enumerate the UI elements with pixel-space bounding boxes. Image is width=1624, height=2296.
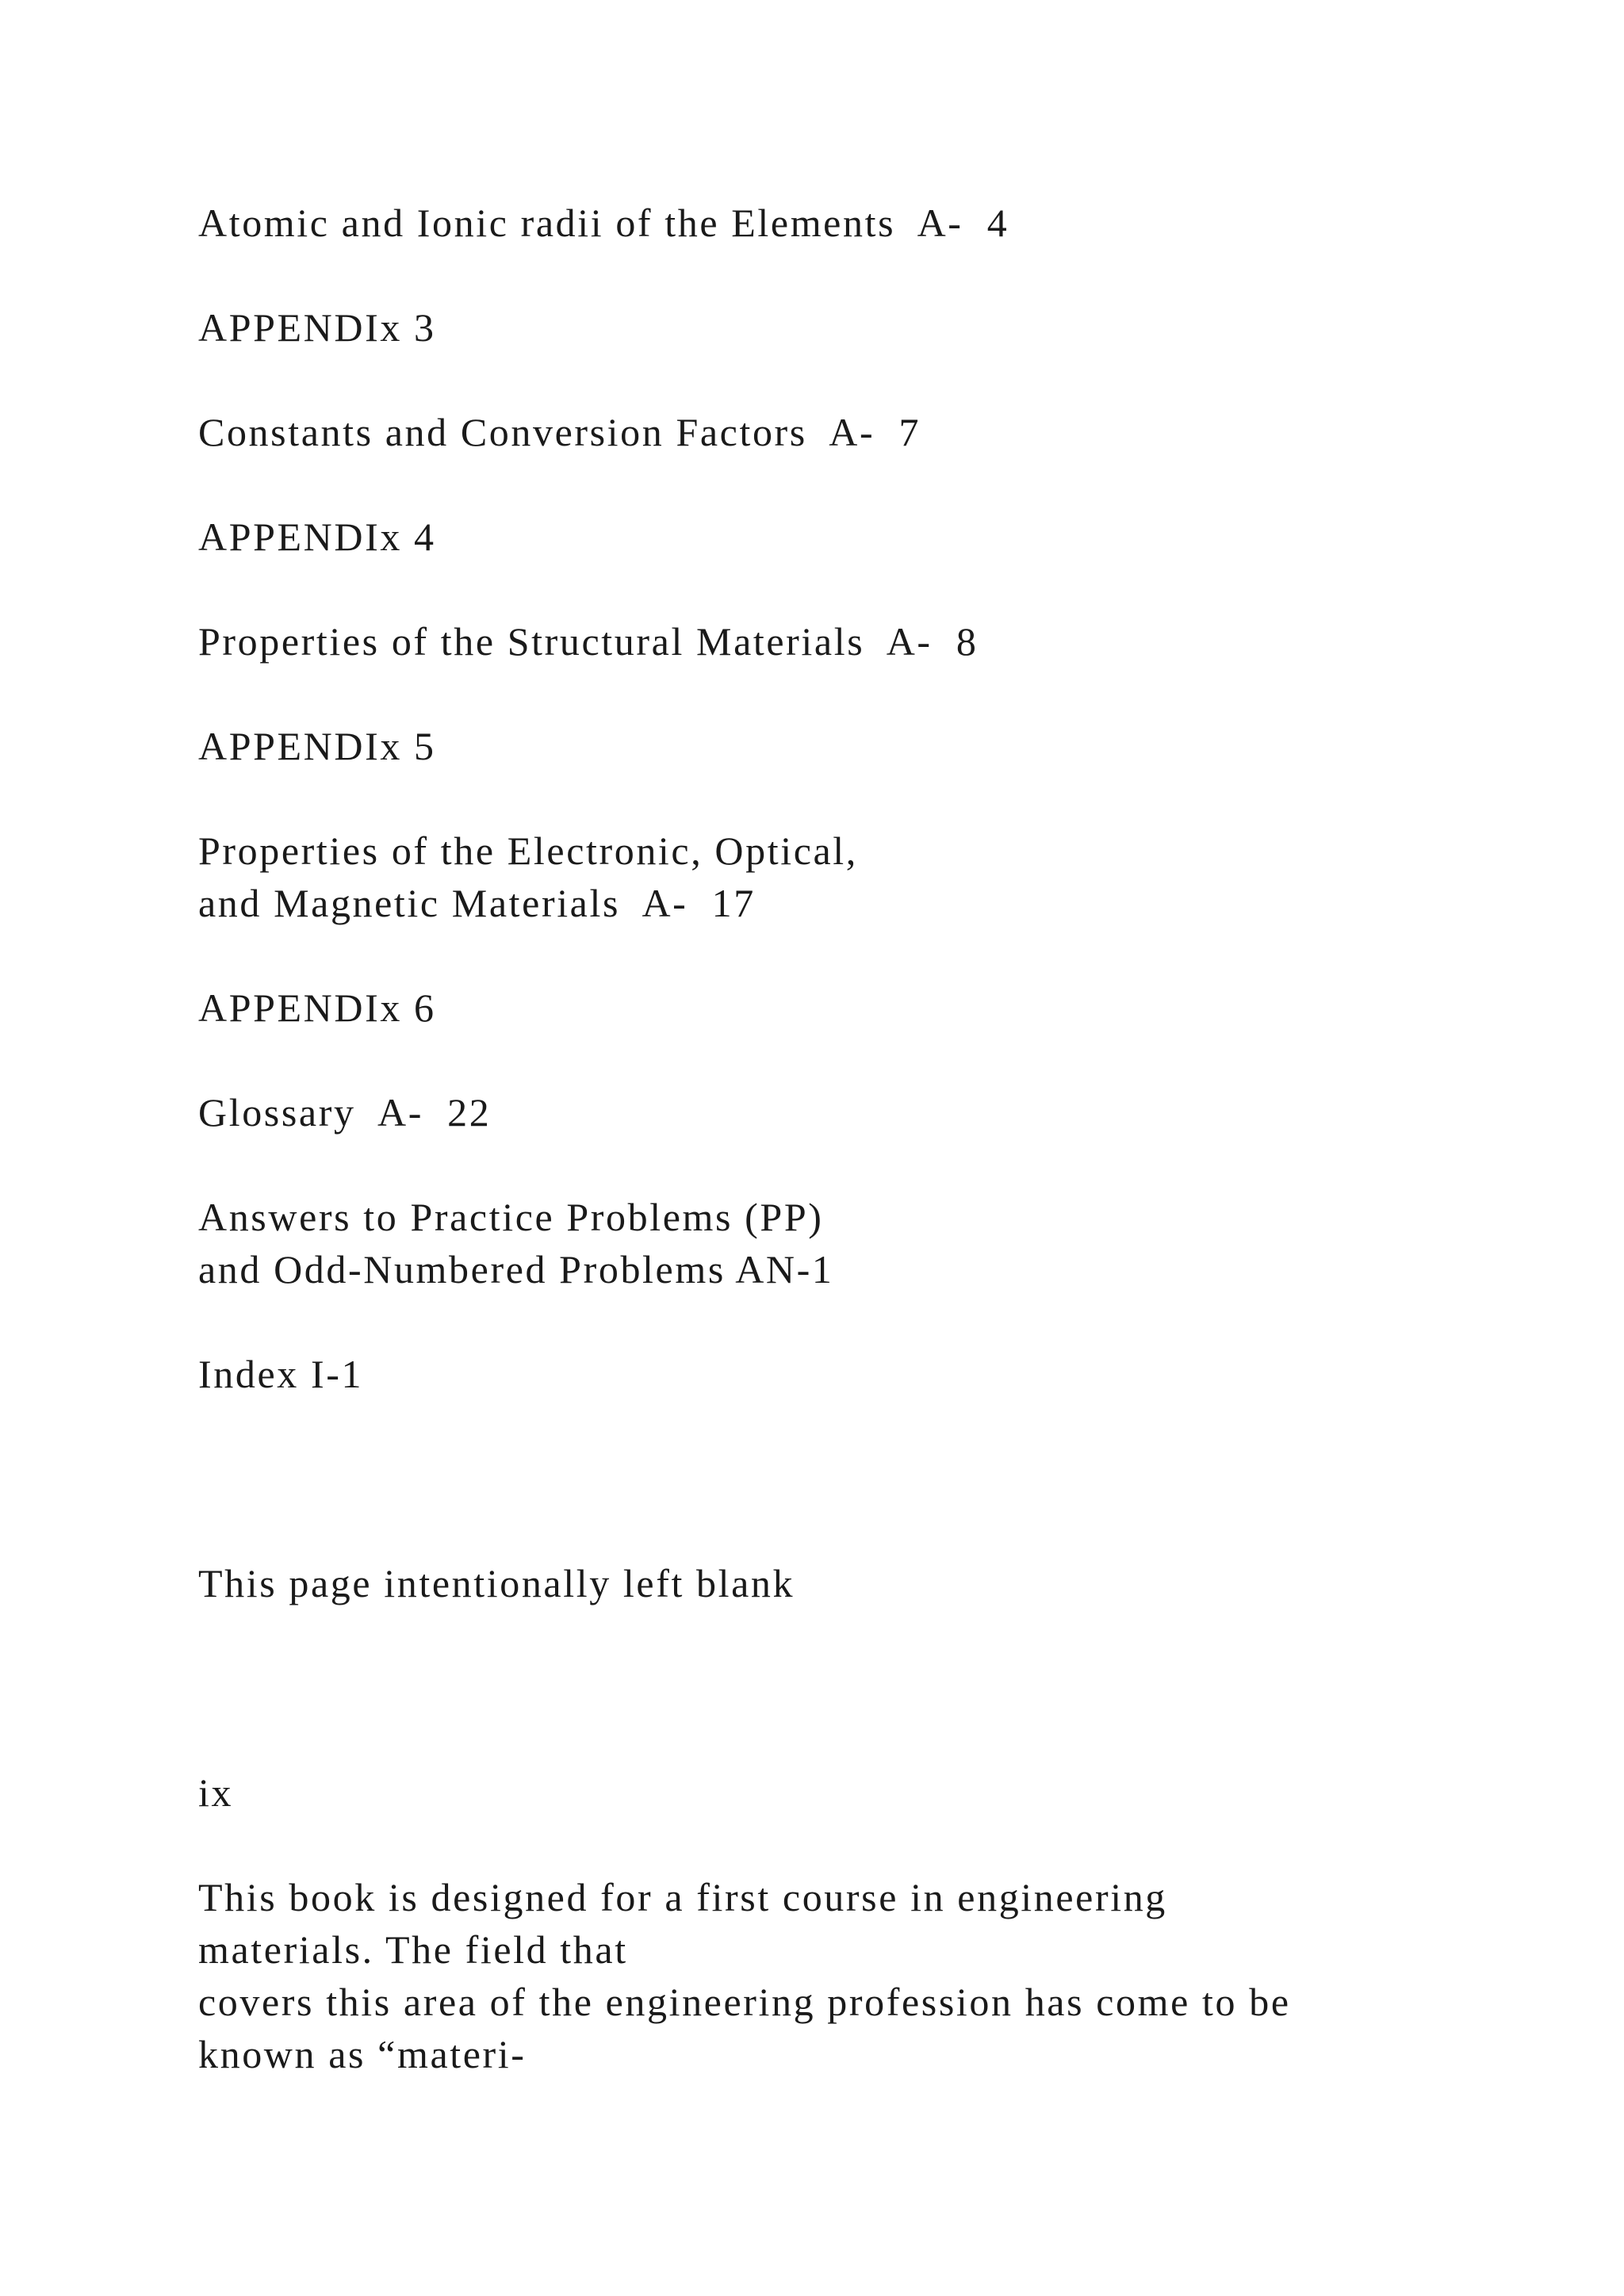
blank-page-notice: This page intentionally left blank [198,1561,795,1605]
page-number: ix [198,1770,234,1815]
toc-heading-appendix-4: APPENDIx 4 [198,515,436,559]
preface-paragraph [198,1871,1291,2080]
toc-entry-electronic-line-2: and Magnetic Materials A- 17 [198,881,756,925]
preface-line-3: covers this area of the engineering profession has come to be [198,1980,1291,2024]
toc-entry-atomic-radii: Atomic and Ionic radii of the Elements A- 4 [198,201,1009,245]
toc-entry-electronic-materials [198,825,858,929]
toc-heading-appendix-3: APPENDIx 3 [198,305,436,350]
toc-entry-answers-line-2: and Odd-Numbered Problems AN-1 [198,1247,834,1292]
preface-line-4: known as “materi- [198,2032,527,2076]
toc-entry-answers [198,1191,834,1295]
toc-entry-constants: Constants and Conversion Factors A- 7 [198,410,921,454]
preface-line-1: This book is designed for a first course in engineering [198,1875,1167,1919]
toc-entry-index: Index I-1 [198,1352,364,1396]
toc-entry-structural-materials: Properties of the Structural Materials A- 8 [198,619,979,664]
toc-heading-appendix-6: APPENDIx 6 [198,985,436,1030]
toc-entry-electronic-line-1: Properties of the Electronic, Optical, [198,828,858,873]
toc-heading-appendix-5: APPENDIx 5 [198,724,436,768]
toc-entry-glossary: Glossary A- 22 [198,1090,492,1135]
toc-entry-answers-line-1: Answers to Practice Problems (PP) [198,1195,824,1239]
preface-line-2: materials. The field that [198,1927,628,1972]
